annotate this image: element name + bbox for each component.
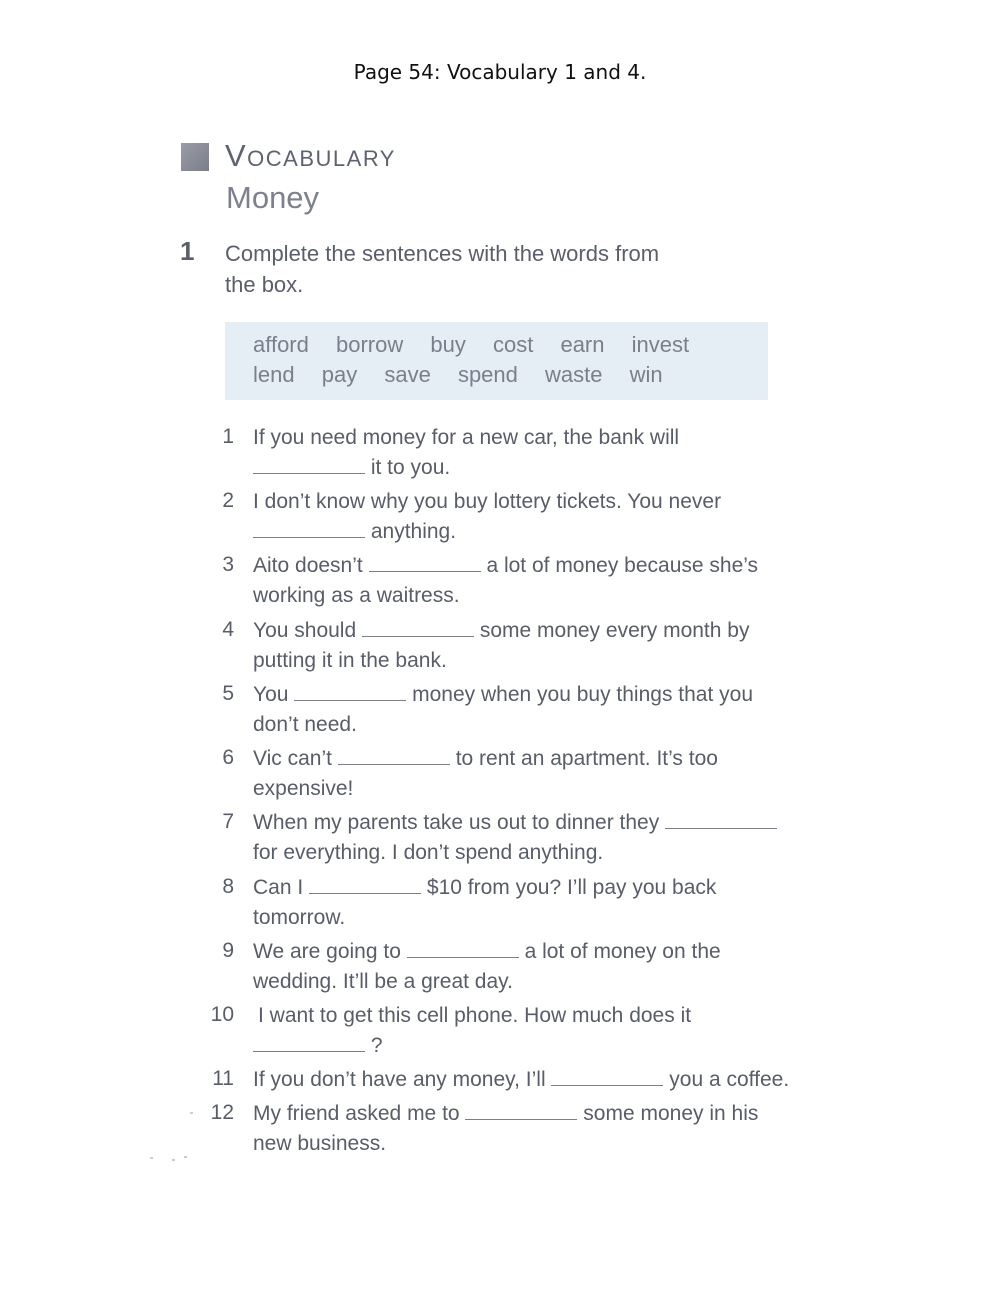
item-number: 3 bbox=[222, 553, 234, 576]
answer-blank[interactable] bbox=[253, 453, 365, 474]
sentence-line bbox=[253, 646, 447, 676]
sentence-text: If you don’t have any money, I’ll bbox=[253, 1068, 546, 1091]
exercise-number: 1 bbox=[180, 236, 195, 266]
item-number: 6 bbox=[222, 746, 234, 769]
sentence-text: Vic can’t bbox=[253, 747, 332, 770]
sentence-text: My friend asked me to bbox=[253, 1102, 460, 1125]
sentence-text: new business. bbox=[253, 1132, 387, 1155]
answer-blank[interactable] bbox=[294, 680, 406, 701]
item-number: 2 bbox=[222, 489, 234, 512]
sentence-text: for everything. I don’t spend anything. bbox=[253, 841, 604, 864]
word-box bbox=[225, 322, 768, 400]
sentence-text: Aito doesn’t bbox=[253, 554, 363, 577]
sentence-text: it to you. bbox=[370, 456, 451, 479]
section-subtitle: Money bbox=[226, 180, 320, 215]
sentence-line bbox=[253, 873, 716, 903]
sentence-line bbox=[253, 808, 777, 838]
word-box-row-1 bbox=[253, 332, 710, 358]
sentence-line bbox=[253, 1031, 383, 1061]
answer-blank[interactable] bbox=[465, 1099, 577, 1120]
sentence-text: wedding. It’ll be a great day. bbox=[253, 970, 513, 993]
word-box-word: buy bbox=[430, 332, 466, 357]
word-box-word: cost bbox=[492, 332, 534, 357]
sentence-line bbox=[253, 423, 679, 453]
sentence-line bbox=[253, 551, 758, 581]
sentence-text: putting it in the bank. bbox=[253, 649, 447, 672]
sentence-text: When my parents take us out to dinner they bbox=[253, 811, 660, 834]
exercise-instruction bbox=[225, 238, 725, 300]
sentence-text: $10 from you? I’ll pay you back bbox=[426, 876, 717, 899]
sentence-line bbox=[253, 487, 721, 517]
sentence-text: You should bbox=[253, 619, 357, 642]
sentence-line bbox=[253, 1065, 789, 1095]
item-number: 7 bbox=[222, 810, 234, 833]
item-number: 12 bbox=[210, 1101, 234, 1124]
word-box-word: earn bbox=[560, 332, 605, 357]
sentence-text: a lot of money on the bbox=[524, 940, 721, 963]
sentence-line bbox=[253, 937, 721, 967]
word-box-word: afford bbox=[253, 332, 309, 357]
word-box-word: invest bbox=[631, 332, 690, 357]
word-box-word: waste bbox=[545, 362, 603, 387]
sentence-text: tomorrow. bbox=[253, 906, 346, 929]
item-number: 9 bbox=[222, 939, 234, 962]
sentence-text: money when you buy things that you bbox=[412, 683, 754, 706]
scan-speck bbox=[190, 1112, 193, 1114]
word-box-word: win bbox=[629, 362, 663, 387]
sentence-text: don’t need. bbox=[253, 713, 357, 736]
sentence-line bbox=[253, 744, 718, 774]
word-box-word: lend bbox=[253, 362, 295, 387]
sentence-line bbox=[253, 1099, 758, 1129]
sentence-text: to rent an apartment. It’s too bbox=[455, 747, 718, 770]
word-box-word: pay bbox=[321, 362, 358, 387]
sentence-line bbox=[253, 967, 513, 997]
sentence-line bbox=[253, 710, 357, 740]
answer-blank[interactable] bbox=[407, 937, 519, 958]
sentence-text: expensive! bbox=[253, 777, 354, 800]
item-number: 10 bbox=[210, 1003, 234, 1026]
sentence-line bbox=[253, 1129, 386, 1159]
sentence-line bbox=[253, 517, 456, 547]
word-box-word: save bbox=[384, 362, 431, 387]
scan-speck bbox=[184, 1156, 187, 1158]
sentence-line bbox=[258, 1001, 691, 1031]
word-box-word: borrow bbox=[335, 332, 404, 357]
sentence-line bbox=[253, 680, 753, 710]
sentence-text: a lot of money because she’s bbox=[486, 554, 759, 577]
page-header: Page 54: Vocabulary 1 and 4. bbox=[353, 60, 647, 84]
sentence-line bbox=[253, 838, 603, 868]
item-number: 4 bbox=[222, 618, 234, 641]
answer-blank[interactable] bbox=[253, 517, 365, 538]
section-marker-square bbox=[181, 143, 209, 171]
sentence-text: If you need money for a new car, the bank will bbox=[253, 426, 680, 449]
instruction-line-2: the box. bbox=[225, 272, 304, 297]
sentence-text: Can I bbox=[253, 876, 304, 899]
sentence-line bbox=[253, 903, 345, 933]
item-number: 1 bbox=[222, 425, 234, 448]
sentence-text: I don’t know why you buy lottery tickets. You never bbox=[253, 490, 722, 513]
sentence-text: anything. bbox=[370, 520, 457, 543]
scan-speck bbox=[150, 1157, 153, 1159]
sentence-text: some money in his bbox=[583, 1102, 759, 1125]
answer-blank[interactable] bbox=[665, 808, 777, 829]
sentence-line bbox=[253, 616, 749, 646]
answer-blank[interactable] bbox=[309, 873, 421, 894]
answer-blank[interactable] bbox=[362, 616, 474, 637]
answer-blank[interactable] bbox=[338, 744, 450, 765]
item-number: 5 bbox=[222, 682, 234, 705]
sentence-text: working as a waitress. bbox=[253, 584, 460, 607]
sentence-text: ? bbox=[370, 1034, 383, 1057]
sentence-text: you a coffee. bbox=[669, 1068, 790, 1091]
sentence-text: I want to get this cell phone. How much does it bbox=[258, 1004, 692, 1027]
answer-blank[interactable] bbox=[369, 551, 481, 572]
word-box-row-2 bbox=[253, 362, 684, 388]
sentence-line bbox=[253, 581, 460, 611]
answer-blank[interactable] bbox=[253, 1031, 365, 1052]
item-number: 11 bbox=[212, 1067, 234, 1090]
instruction-line-1: Complete the sentences with the words from bbox=[225, 241, 660, 266]
sentence-line bbox=[253, 453, 450, 483]
sentence-text: You bbox=[253, 683, 289, 706]
sentence-text: some money every month by bbox=[479, 619, 750, 642]
sentence-text: We are going to bbox=[253, 940, 401, 963]
answer-blank[interactable] bbox=[551, 1065, 663, 1086]
scan-speck bbox=[172, 1159, 175, 1161]
sentence-line bbox=[253, 774, 353, 804]
section-title: Vocabulary bbox=[225, 138, 396, 173]
word-box-word: spend bbox=[457, 362, 518, 387]
item-number: 8 bbox=[222, 875, 234, 898]
